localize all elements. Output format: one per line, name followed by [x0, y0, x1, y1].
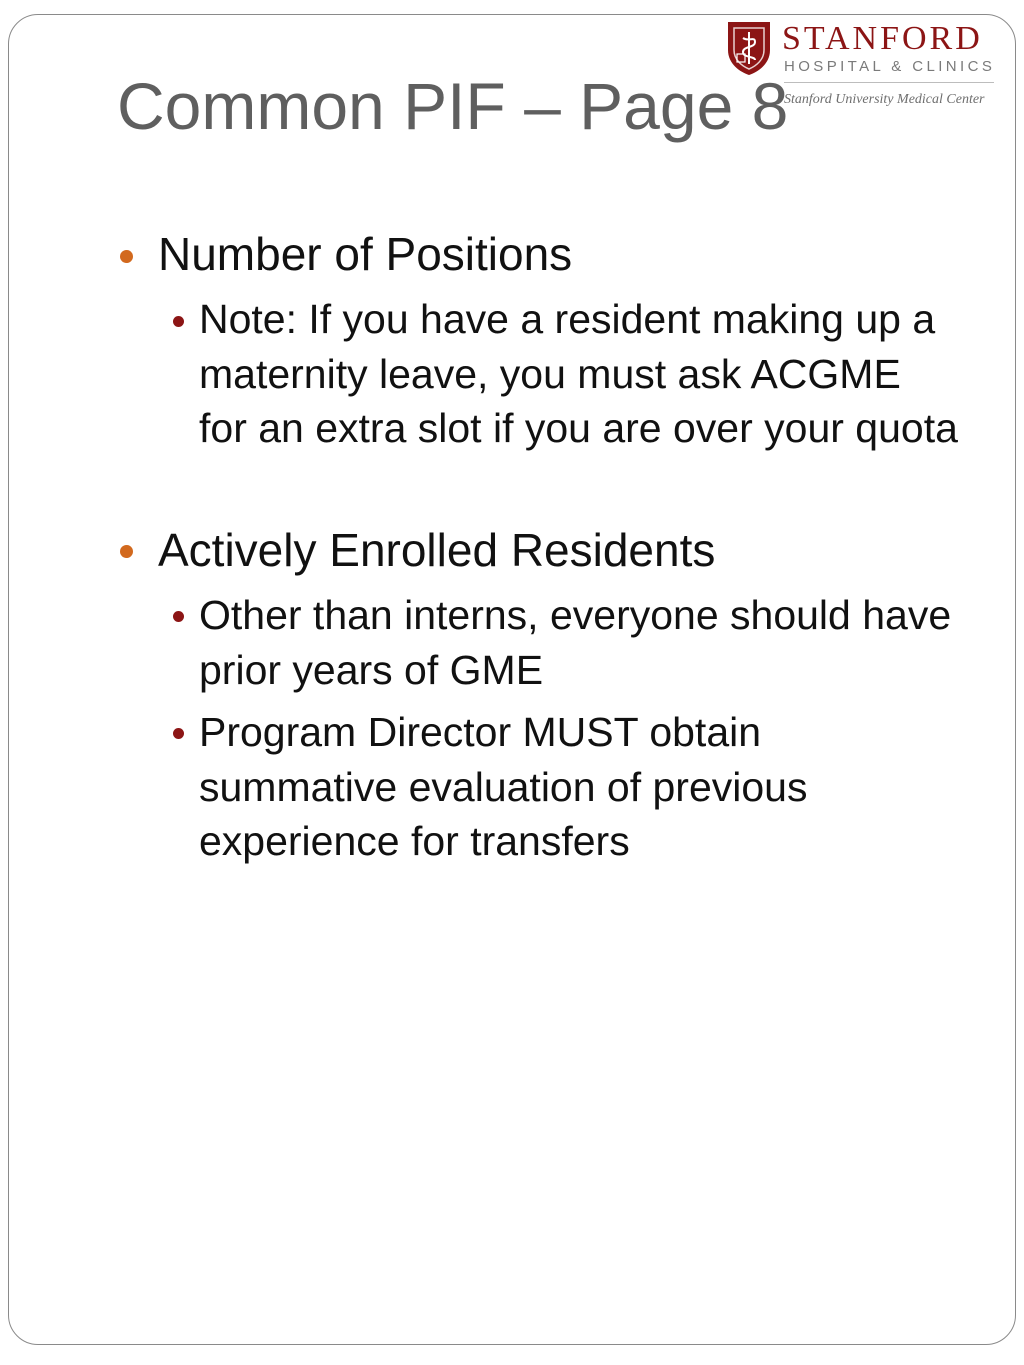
sub-bullet-summative-evaluation: Program Director MUST obtain summative evaluation of previous experience for transfers	[199, 709, 808, 864]
logo-divider	[784, 82, 994, 83]
bullet-dot-icon	[120, 250, 133, 263]
sub-bullet-maternity-note: Note: If you have a resident making up a maternity leave, you must ask ACGME for an extra slot if you are over your quota	[199, 296, 958, 451]
sub-bullet-dot-icon	[173, 316, 184, 327]
bullet-number-of-positions: Number of Positions	[158, 228, 573, 280]
sub-bullet-dot-icon	[173, 611, 184, 622]
sub-bullet-dot-icon	[173, 728, 184, 739]
bullet-dot-icon	[120, 545, 133, 558]
logo-name: STANFORD	[782, 20, 983, 57]
logo-center-name: Stanford University Medical Center	[784, 92, 985, 107]
sub-bullet-prior-gme: Other than interns, everyone should have prior years of GME	[199, 592, 952, 693]
slide-title: Common PIF – Page 8	[117, 69, 789, 143]
bullet-actively-enrolled-residents: Actively Enrolled Residents	[158, 524, 716, 576]
logo-subtitle: HOSPITAL & CLINICS	[784, 58, 996, 75]
